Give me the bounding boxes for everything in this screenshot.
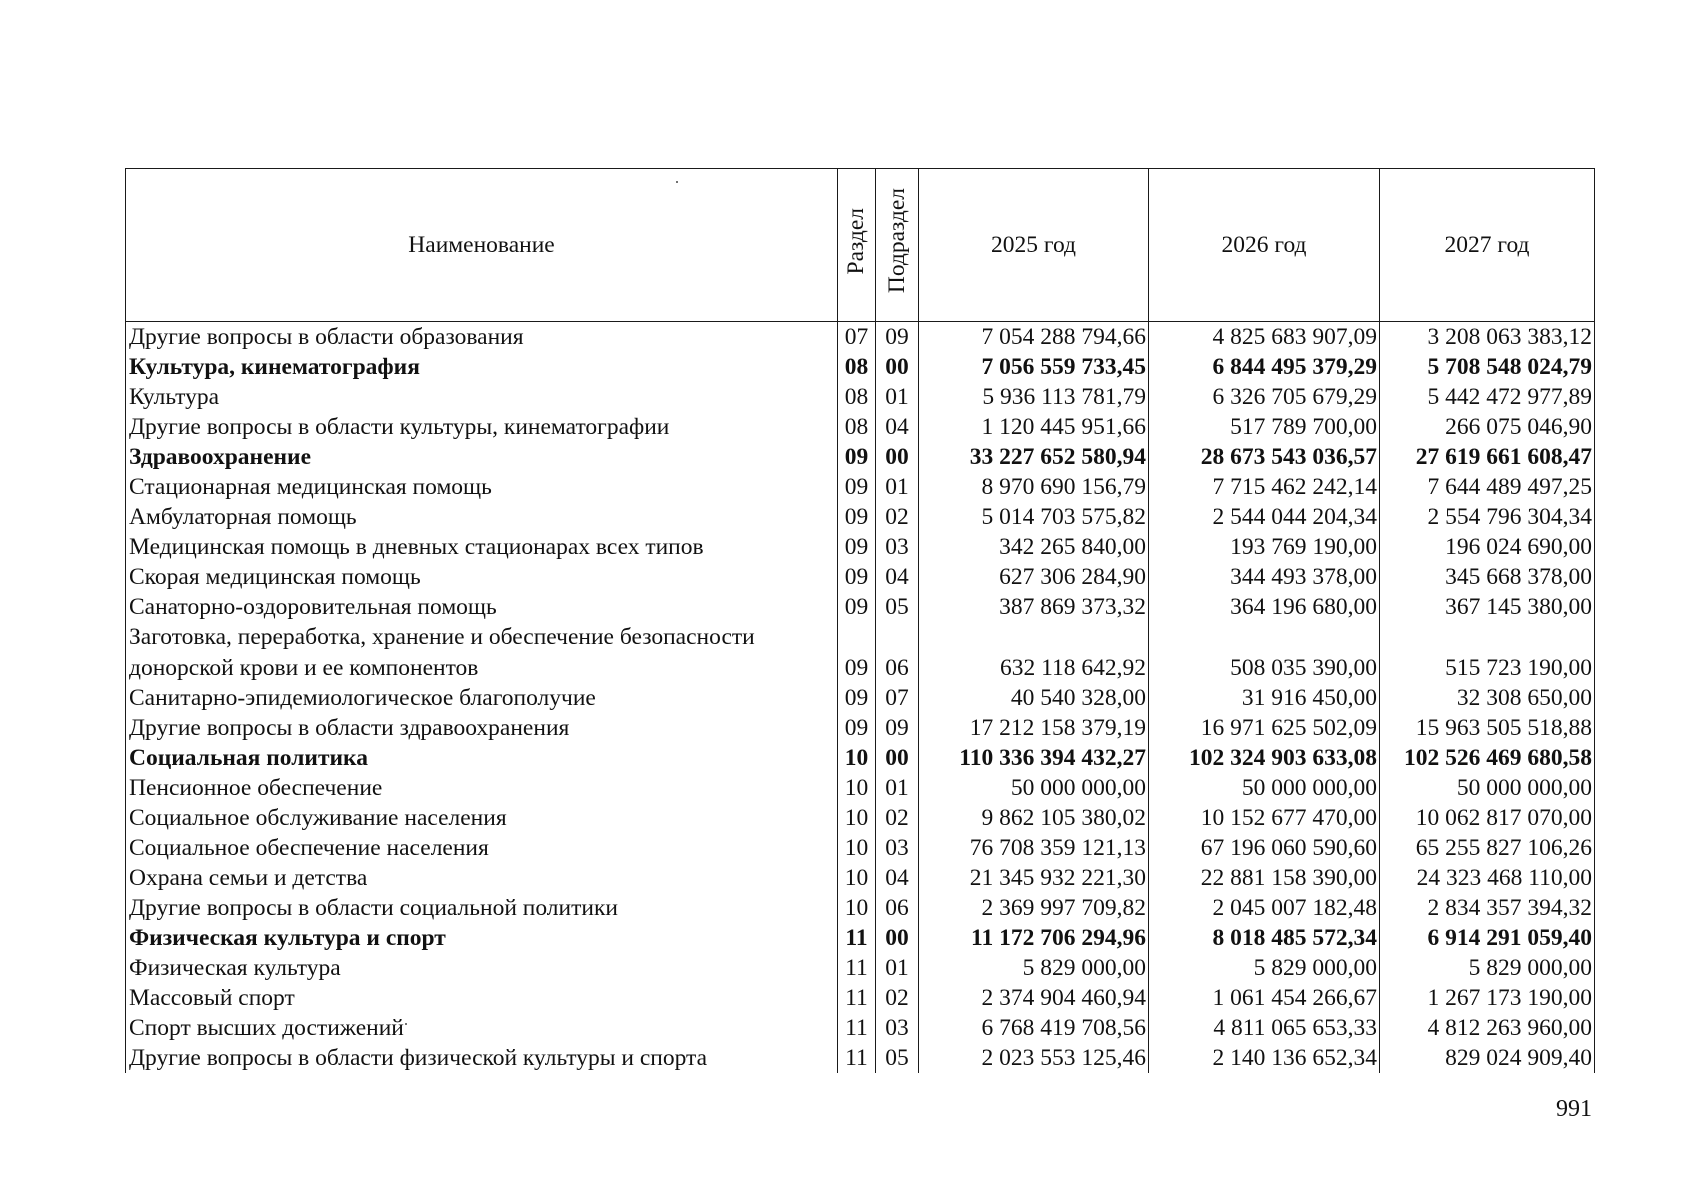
row-name: Другие вопросы в области культуры, кинематографии	[126, 412, 838, 442]
row-section-code: 08	[838, 412, 876, 442]
table-body	[126, 322, 1595, 1074]
row-amount-2026: 16 971 625 502,09	[1149, 713, 1380, 743]
row-amount-2025: 110 336 394 432,27	[919, 743, 1149, 773]
row-section-code: 11	[838, 923, 876, 953]
row-amount-2026: 28 673 543 036,57	[1149, 442, 1380, 472]
row-amount-2027: 3 208 063 383,12	[1380, 322, 1595, 353]
row-amount-2026: 7 715 462 242,14	[1149, 472, 1380, 502]
table-row	[126, 1043, 1595, 1073]
header-section-label: Раздел	[843, 207, 869, 275]
row-name: Заготовка, переработка, хранение и обеспечение безопасности донорской крови и ее компонентов	[126, 622, 838, 683]
row-name: Охрана семьи и детства	[126, 863, 838, 893]
row-amount-2026: 344 493 378,00	[1149, 562, 1380, 592]
row-amount-2025: 9 862 105 380,02	[919, 803, 1149, 833]
row-name: Другие вопросы в области образования	[126, 322, 838, 353]
header-subsection	[876, 169, 919, 322]
table-row	[126, 562, 1595, 592]
row-name: Физическая культура и спорт	[126, 923, 838, 953]
header-year-2026: 2026 год	[1149, 169, 1380, 322]
row-subsection-code: 04	[876, 562, 919, 592]
table-row	[126, 532, 1595, 562]
row-subsection-code: 00	[876, 352, 919, 382]
row-subsection-code: 01	[876, 472, 919, 502]
row-amount-2025: 7 056 559 733,45	[919, 352, 1149, 382]
row-section-code: 10	[838, 863, 876, 893]
row-name: Спорт высших достижений	[126, 1013, 838, 1043]
row-section-code: 09	[838, 683, 876, 713]
row-name: Другие вопросы в области социальной политики	[126, 893, 838, 923]
page-number: 991	[1556, 1096, 1592, 1122]
table-header	[126, 169, 1595, 322]
section-total-row	[126, 442, 1595, 472]
row-subsection-code: 02	[876, 502, 919, 532]
row-amount-2025: 2 374 904 460,94	[919, 983, 1149, 1013]
table-row	[126, 412, 1595, 442]
row-subsection-code: 05	[876, 592, 919, 622]
row-name: Пенсионное обеспечение	[126, 773, 838, 803]
row-amount-2027: 32 308 650,00	[1380, 683, 1595, 713]
row-amount-2025: 50 000 000,00	[919, 773, 1149, 803]
row-amount-2026: 2 544 044 204,34	[1149, 502, 1380, 532]
table-row	[126, 833, 1595, 863]
row-subsection-code: 03	[876, 1013, 919, 1043]
row-name: Другие вопросы в области физической культуры и спорта	[126, 1043, 838, 1073]
header-section	[838, 169, 876, 322]
row-subsection-code: 03	[876, 532, 919, 562]
row-section-code: 10	[838, 803, 876, 833]
row-amount-2026: 2 140 136 652,34	[1149, 1043, 1380, 1073]
row-amount-2025: 11 172 706 294,96	[919, 923, 1149, 953]
row-name: Социальное обслуживание населения	[126, 803, 838, 833]
row-name: Медицинская помощь в дневных стационарах всех типов	[126, 532, 838, 562]
row-name: Амбулаторная помощь	[126, 502, 838, 532]
row-amount-2027: 65 255 827 106,26	[1380, 833, 1595, 863]
row-amount-2026: 364 196 680,00	[1149, 592, 1380, 622]
row-amount-2027: 10 062 817 070,00	[1380, 803, 1595, 833]
row-name: Физическая культура	[126, 953, 838, 983]
row-section-code: 09	[838, 622, 876, 683]
header-row	[126, 169, 1595, 322]
row-amount-2027: 7 644 489 497,25	[1380, 472, 1595, 502]
row-amount-2026: 102 324 903 633,08	[1149, 743, 1380, 773]
row-subsection-code: 09	[876, 322, 919, 353]
row-amount-2027: 345 668 378,00	[1380, 562, 1595, 592]
row-amount-2026: 22 881 158 390,00	[1149, 863, 1380, 893]
table-row	[126, 863, 1595, 893]
header-year-2027: 2027 год	[1380, 169, 1595, 322]
row-section-code: 11	[838, 1043, 876, 1073]
row-amount-2026: 10 152 677 470,00	[1149, 803, 1380, 833]
row-name: Культура	[126, 382, 838, 412]
row-amount-2025: 387 869 373,32	[919, 592, 1149, 622]
table-row	[126, 803, 1595, 833]
row-subsection-code: 04	[876, 863, 919, 893]
header-year-2025: 2025 год	[919, 169, 1149, 322]
row-subsection-code: 00	[876, 743, 919, 773]
row-name: Другие вопросы в области здравоохранения	[126, 713, 838, 743]
row-amount-2025: 2 369 997 709,82	[919, 893, 1149, 923]
header-name: Наименование	[126, 169, 838, 322]
row-section-code: 11	[838, 983, 876, 1013]
row-amount-2025: 627 306 284,90	[919, 562, 1149, 592]
row-section-code: 09	[838, 592, 876, 622]
row-amount-2026: 508 035 390,00	[1149, 622, 1380, 683]
row-amount-2026: 6 326 705 679,29	[1149, 382, 1380, 412]
row-amount-2027: 6 914 291 059,40	[1380, 923, 1595, 953]
scan-speck	[405, 1023, 407, 1025]
row-section-code: 11	[838, 1013, 876, 1043]
row-name: Санаторно-оздоровительная помощь	[126, 592, 838, 622]
row-amount-2025: 342 265 840,00	[919, 532, 1149, 562]
row-subsection-code: 01	[876, 773, 919, 803]
row-amount-2026: 2 045 007 182,48	[1149, 893, 1380, 923]
row-section-code: 11	[838, 953, 876, 983]
row-subsection-code: 02	[876, 803, 919, 833]
row-amount-2025: 5 014 703 575,82	[919, 502, 1149, 532]
budget-table	[125, 168, 1595, 1073]
row-amount-2025: 21 345 932 221,30	[919, 863, 1149, 893]
row-amount-2027: 266 075 046,90	[1380, 412, 1595, 442]
table-row	[126, 683, 1595, 713]
row-amount-2027: 2 554 796 304,34	[1380, 502, 1595, 532]
row-amount-2027: 367 145 380,00	[1380, 592, 1595, 622]
header-subsection-label: Подраздел	[883, 188, 910, 294]
table-row	[126, 713, 1595, 743]
table-row	[126, 592, 1595, 622]
row-name: Скорая медицинская помощь	[126, 562, 838, 592]
row-subsection-code: 00	[876, 923, 919, 953]
row-section-code: 10	[838, 773, 876, 803]
row-section-code: 07	[838, 322, 876, 353]
row-amount-2025: 17 212 158 379,19	[919, 713, 1149, 743]
row-amount-2027: 2 834 357 394,32	[1380, 893, 1595, 923]
section-total-row	[126, 743, 1595, 773]
row-amount-2025: 2 023 553 125,46	[919, 1043, 1149, 1073]
table-row	[126, 502, 1595, 532]
row-section-code: 09	[838, 502, 876, 532]
section-total-row	[126, 352, 1595, 382]
row-amount-2026: 50 000 000,00	[1149, 773, 1380, 803]
row-amount-2027: 4 812 263 960,00	[1380, 1013, 1595, 1043]
row-amount-2026: 1 061 454 266,67	[1149, 983, 1380, 1013]
row-amount-2026: 67 196 060 590,60	[1149, 833, 1380, 863]
row-amount-2025: 6 768 419 708,56	[919, 1013, 1149, 1043]
table-row	[126, 472, 1595, 502]
row-section-code: 08	[838, 352, 876, 382]
row-amount-2027: 196 024 690,00	[1380, 532, 1595, 562]
row-amount-2027: 102 526 469 680,58	[1380, 743, 1595, 773]
row-subsection-code: 07	[876, 683, 919, 713]
row-amount-2025: 5 936 113 781,79	[919, 382, 1149, 412]
row-subsection-code: 01	[876, 382, 919, 412]
row-section-code: 10	[838, 743, 876, 773]
row-amount-2026: 517 789 700,00	[1149, 412, 1380, 442]
row-amount-2027: 5 829 000,00	[1380, 953, 1595, 983]
table-row	[126, 983, 1595, 1013]
row-amount-2026: 4 811 065 653,33	[1149, 1013, 1380, 1043]
row-section-code: 09	[838, 532, 876, 562]
scan-speck	[676, 181, 678, 183]
row-amount-2027: 829 024 909,40	[1380, 1043, 1595, 1073]
table-row	[126, 322, 1595, 353]
row-amount-2026: 6 844 495 379,29	[1149, 352, 1380, 382]
row-subsection-code: 01	[876, 953, 919, 983]
row-amount-2025: 8 970 690 156,79	[919, 472, 1149, 502]
row-amount-2026: 8 018 485 572,34	[1149, 923, 1380, 953]
row-subsection-code: 09	[876, 713, 919, 743]
row-amount-2027: 24 323 468 110,00	[1380, 863, 1595, 893]
row-amount-2026: 5 829 000,00	[1149, 953, 1380, 983]
row-amount-2025: 1 120 445 951,66	[919, 412, 1149, 442]
row-name: Стационарная медицинская помощь	[126, 472, 838, 502]
table-row	[126, 773, 1595, 803]
row-subsection-code: 00	[876, 442, 919, 472]
row-subsection-code: 03	[876, 833, 919, 863]
row-amount-2027: 5 708 548 024,79	[1380, 352, 1595, 382]
row-amount-2025: 7 054 288 794,66	[919, 322, 1149, 353]
row-name: Санитарно-эпидемиологическое благополучие	[126, 683, 838, 713]
row-subsection-code: 06	[876, 893, 919, 923]
row-amount-2027: 5 442 472 977,89	[1380, 382, 1595, 412]
row-section-code: 09	[838, 442, 876, 472]
row-name: Социальное обеспечение населения	[126, 833, 838, 863]
row-section-code: 10	[838, 893, 876, 923]
row-amount-2025: 5 829 000,00	[919, 953, 1149, 983]
row-amount-2027: 15 963 505 518,88	[1380, 713, 1595, 743]
table-row	[126, 1013, 1595, 1043]
row-subsection-code: 05	[876, 1043, 919, 1073]
row-amount-2026: 31 916 450,00	[1149, 683, 1380, 713]
row-subsection-code: 06	[876, 622, 919, 683]
row-amount-2027: 50 000 000,00	[1380, 773, 1595, 803]
row-amount-2025: 76 708 359 121,13	[919, 833, 1149, 863]
row-name: Культура, кинематография	[126, 352, 838, 382]
row-amount-2026: 4 825 683 907,09	[1149, 322, 1380, 353]
row-name: Социальная политика	[126, 743, 838, 773]
row-amount-2025: 33 227 652 580,94	[919, 442, 1149, 472]
row-amount-2025: 40 540 328,00	[919, 683, 1149, 713]
table-row	[126, 622, 1595, 683]
row-subsection-code: 04	[876, 412, 919, 442]
table-row	[126, 893, 1595, 923]
row-name: Массовый спорт	[126, 983, 838, 1013]
table-row	[126, 953, 1595, 983]
row-amount-2027: 27 619 661 608,47	[1380, 442, 1595, 472]
row-section-code: 10	[838, 833, 876, 863]
row-amount-2027: 515 723 190,00	[1380, 622, 1595, 683]
section-total-row	[126, 923, 1595, 953]
row-amount-2027: 1 267 173 190,00	[1380, 983, 1595, 1013]
row-subsection-code: 02	[876, 983, 919, 1013]
table-row	[126, 382, 1595, 412]
row-section-code: 08	[838, 382, 876, 412]
row-section-code: 09	[838, 713, 876, 743]
row-amount-2026: 193 769 190,00	[1149, 532, 1380, 562]
row-section-code: 09	[838, 472, 876, 502]
row-name: Здравоохранение	[126, 442, 838, 472]
row-amount-2025: 632 118 642,92	[919, 622, 1149, 683]
row-section-code: 09	[838, 562, 876, 592]
